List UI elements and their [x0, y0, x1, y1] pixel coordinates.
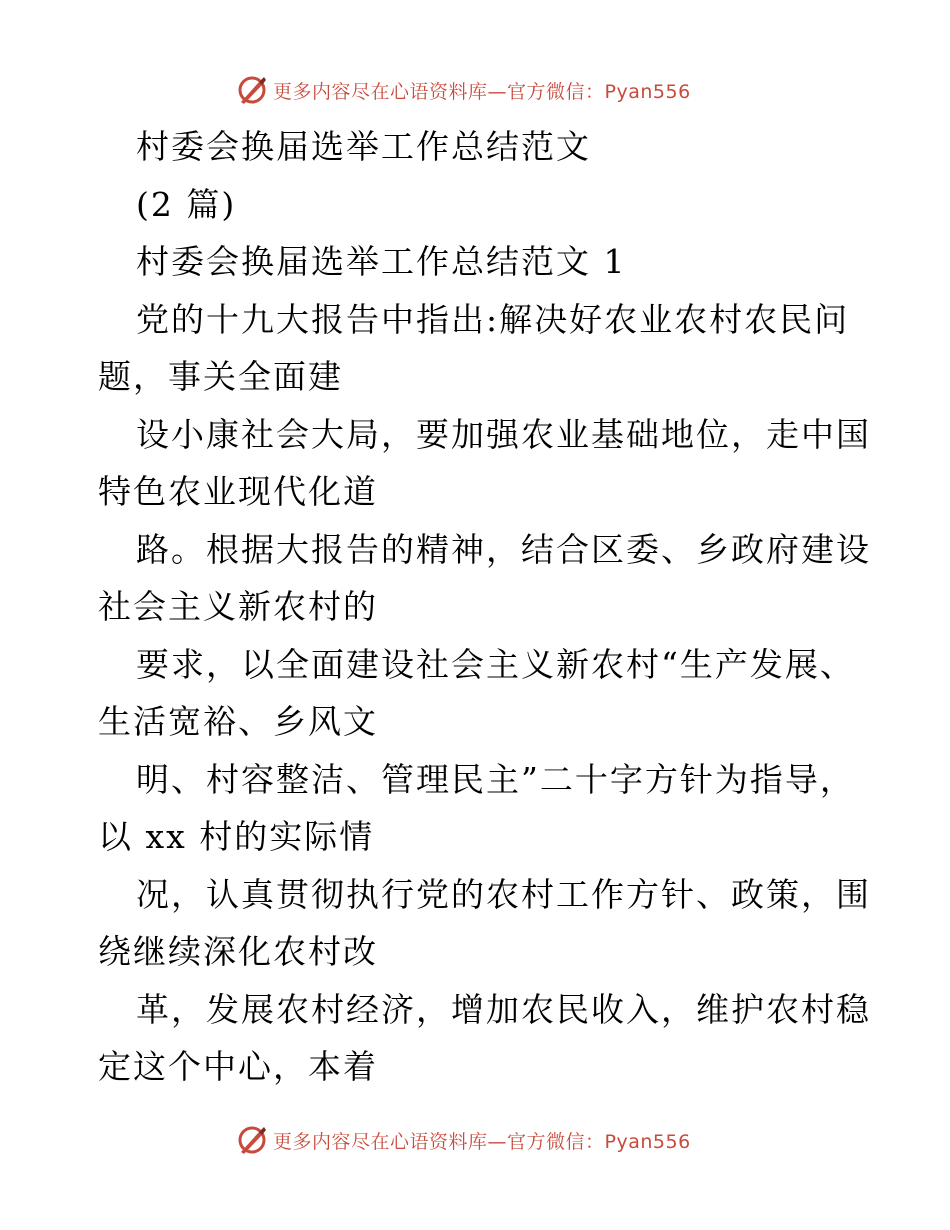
document-subtitle: (2 篇)	[136, 184, 237, 224]
paragraph-line: 设小康社会大局，要加强农业基础地位，走中国	[136, 414, 871, 454]
paragraph-line: 绕继续深化农村改	[98, 932, 378, 971]
paragraph-line: 要求，以全面建设社会主义新农村“生产发展、	[136, 644, 855, 684]
paragraph-line: 特色农业现代化道	[98, 472, 378, 511]
paragraph-line: 明、村容整洁、管理民主”二十字方针为指导，	[136, 759, 855, 799]
header-banner-text: 更多内容尽在心语资料库—官方微信：Pyan556	[273, 80, 691, 103]
header-banner	[235, 72, 691, 108]
paragraph-line: 生活宽裕、乡风文	[98, 702, 378, 741]
paragraph-line: 定这个中心，本着	[98, 1047, 378, 1086]
paragraph-line: 党的十九大报告中指出:解决好农业农村农民问	[136, 299, 850, 339]
paragraph-line: 社会主义新农村的	[98, 587, 378, 626]
document-body	[98, 118, 871, 1096]
footer-banner-text: 更多内容尽在心语资料库—官方微信：Pyan556	[273, 1130, 691, 1153]
paragraph-line: 路。根据大报告的精神，结合区委、乡政府建设	[136, 529, 871, 569]
document-title: 村委会换届选举工作总结范文	[136, 127, 591, 166]
paragraph-line: 题，事关全面建	[98, 357, 343, 396]
paragraph-line: 革，发展农村经济，增加农民收入，维护农村稳	[136, 989, 871, 1029]
footer-banner	[235, 1122, 691, 1158]
pen-logo-icon	[235, 73, 269, 107]
paragraph-line: 况，认真贯彻执行党的农村工作方针、政策，围	[136, 874, 871, 914]
section-heading: 村委会换届选举工作总结范文 1	[136, 242, 627, 281]
paragraph-line: 以 xx 村的实际情	[98, 817, 375, 856]
pen-logo-icon	[235, 1123, 269, 1157]
